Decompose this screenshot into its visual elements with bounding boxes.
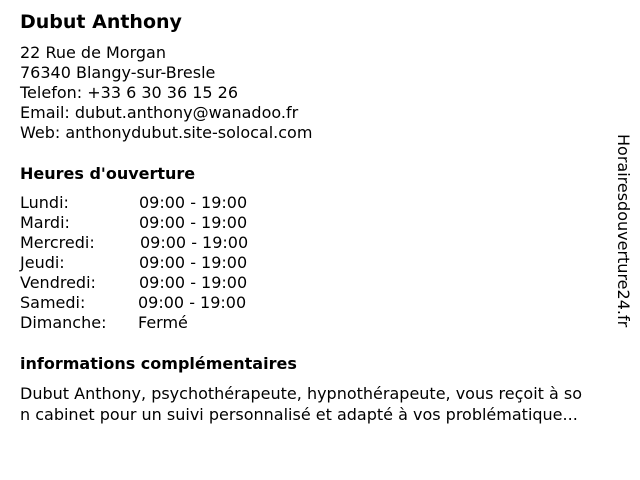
address-city: 76340 Blangy-sur-Bresle [20,63,216,82]
hours-day: Dimanche: [20,313,107,332]
hours-time: 09:00 - 19:00 [139,193,248,212]
site-watermark: Horairesdouverture24.fr [614,134,633,328]
hours-day: Mardi: [20,213,70,232]
hours-time: 09:00 - 19:00 [138,293,247,312]
info-line: n cabinet pour un suivi personnalisé et adapté à vos problématique... [20,405,578,424]
contact-block [20,43,312,143]
hours-day: Jeudi: [20,253,65,272]
hours-day: Vendredi: [20,273,96,292]
hours-day: Lundi: [20,193,69,212]
additional-info-heading: informations complémentaires [20,354,297,373]
hours-day: Mercredi: [20,233,95,252]
hours-time: 09:00 - 19:00 [139,213,248,232]
additional-info-text [20,383,628,425]
hours-time: Fermé [138,313,188,332]
info-line: Dubut Anthony, psychothérapeute, hypnothérapeute, vous reçoit à so [20,384,583,403]
hours-time: 09:00 - 19:00 [139,273,248,292]
hours-day: Samedi: [20,293,86,312]
website-url: Web: anthonydubut.site-solocal.com [20,123,313,142]
opening-hours-heading: Heures d'ouverture [20,164,196,183]
email-address: Email: dubut.anthony@wanadoo.fr [20,103,299,122]
hours-time: 09:00 - 19:00 [140,233,249,252]
business-name: Dubut Anthony [20,11,182,33]
phone-number: Telefon: +33 6 30 36 15 26 [20,83,239,102]
hours-time: 09:00 - 19:00 [139,253,248,272]
address-street: 22 Rue de Morgan [20,43,166,62]
